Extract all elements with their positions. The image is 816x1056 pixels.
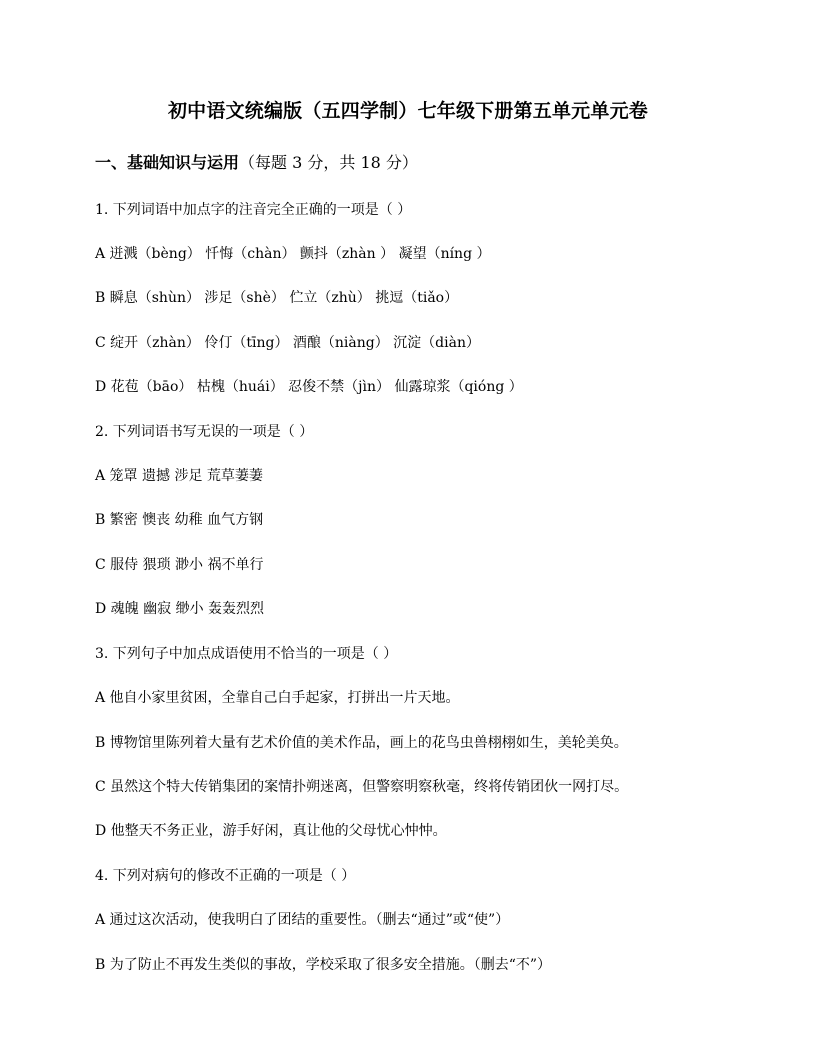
question-2-option-b: B 繁密 懊丧 幼稚 血气方钢 <box>95 512 264 528</box>
question-1-stem: 1. 下列词语中加点字的注音完全正确的一项是（ ） <box>95 202 412 218</box>
question-4-stem: 4. 下列对病句的修改不正确的一项是（ ） <box>95 868 356 884</box>
question-4-option-b: B 为了防止不再发生类似的事故，学校采取了很多安全措施。（删去“不”） <box>95 957 552 973</box>
question-1-option-b: B 瞬息（shùn） 涉足（shè） 伫立（zhù） 挑逗（tiǎo） <box>95 290 459 306</box>
question-3-option-b: B 博物馆里陈列着大量有艺术价值的美术作品，画上的花鸟虫兽栩栩如生，美轮美奂。 <box>95 735 628 751</box>
question-3-option-c: C 虽然这个特大传销集团的案情扑朔迷离，但警察明察秋毫，终将传销团伙一网打尽。 <box>95 779 629 795</box>
section-score-note: （每题 3 分，共 18 分） <box>239 153 418 172</box>
question-2-stem: 2. 下列词语书写无误的一项是（ ） <box>95 424 314 440</box>
question-1-option-d: D 花苞（bāo） 枯槐（huái） 忍俊不禁（jìn） 仙露琼浆（qióng ） <box>95 379 523 395</box>
question-2-option-c: C 服侍 猥琐 渺小 祸不单行 <box>95 557 264 573</box>
page-title: 初中语文统编版（五四学制）七年级下册第五单元单元卷 <box>167 100 648 122</box>
question-3-stem: 3. 下列句子中加点成语使用不恰当的一项是（ ） <box>95 646 398 662</box>
question-3-option-a: A 他自小家里贫困，全靠自己白手起家，打拼出一片天地。 <box>95 690 460 706</box>
question-4-option-a: A 通过这次活动，使我明白了团结的重要性。（删去“通过”或“使”） <box>95 912 510 928</box>
section-heading-text: 一、基础知识与运用 <box>95 153 240 172</box>
section-heading <box>95 150 418 173</box>
question-3-option-d: D 他整天不务正业，游手好闲，真让他的父母忧心忡忡。 <box>95 823 447 839</box>
question-1-option-a: A 迸溅（bèng） 忏悔（chàn） 颤抖（zhàn ） 凝望（níng ） <box>95 246 491 262</box>
question-2-option-d: D 魂魄 幽寂 缈小 轰轰烈烈 <box>95 601 265 617</box>
question-2-option-a: A 笼罩 遗撼 涉足 荒草萋萋 <box>95 468 263 484</box>
question-1-option-c: C 绽开（zhàn） 伶仃（tīng） 酒酿（niàng） 沉淀（diàn） <box>95 335 480 351</box>
